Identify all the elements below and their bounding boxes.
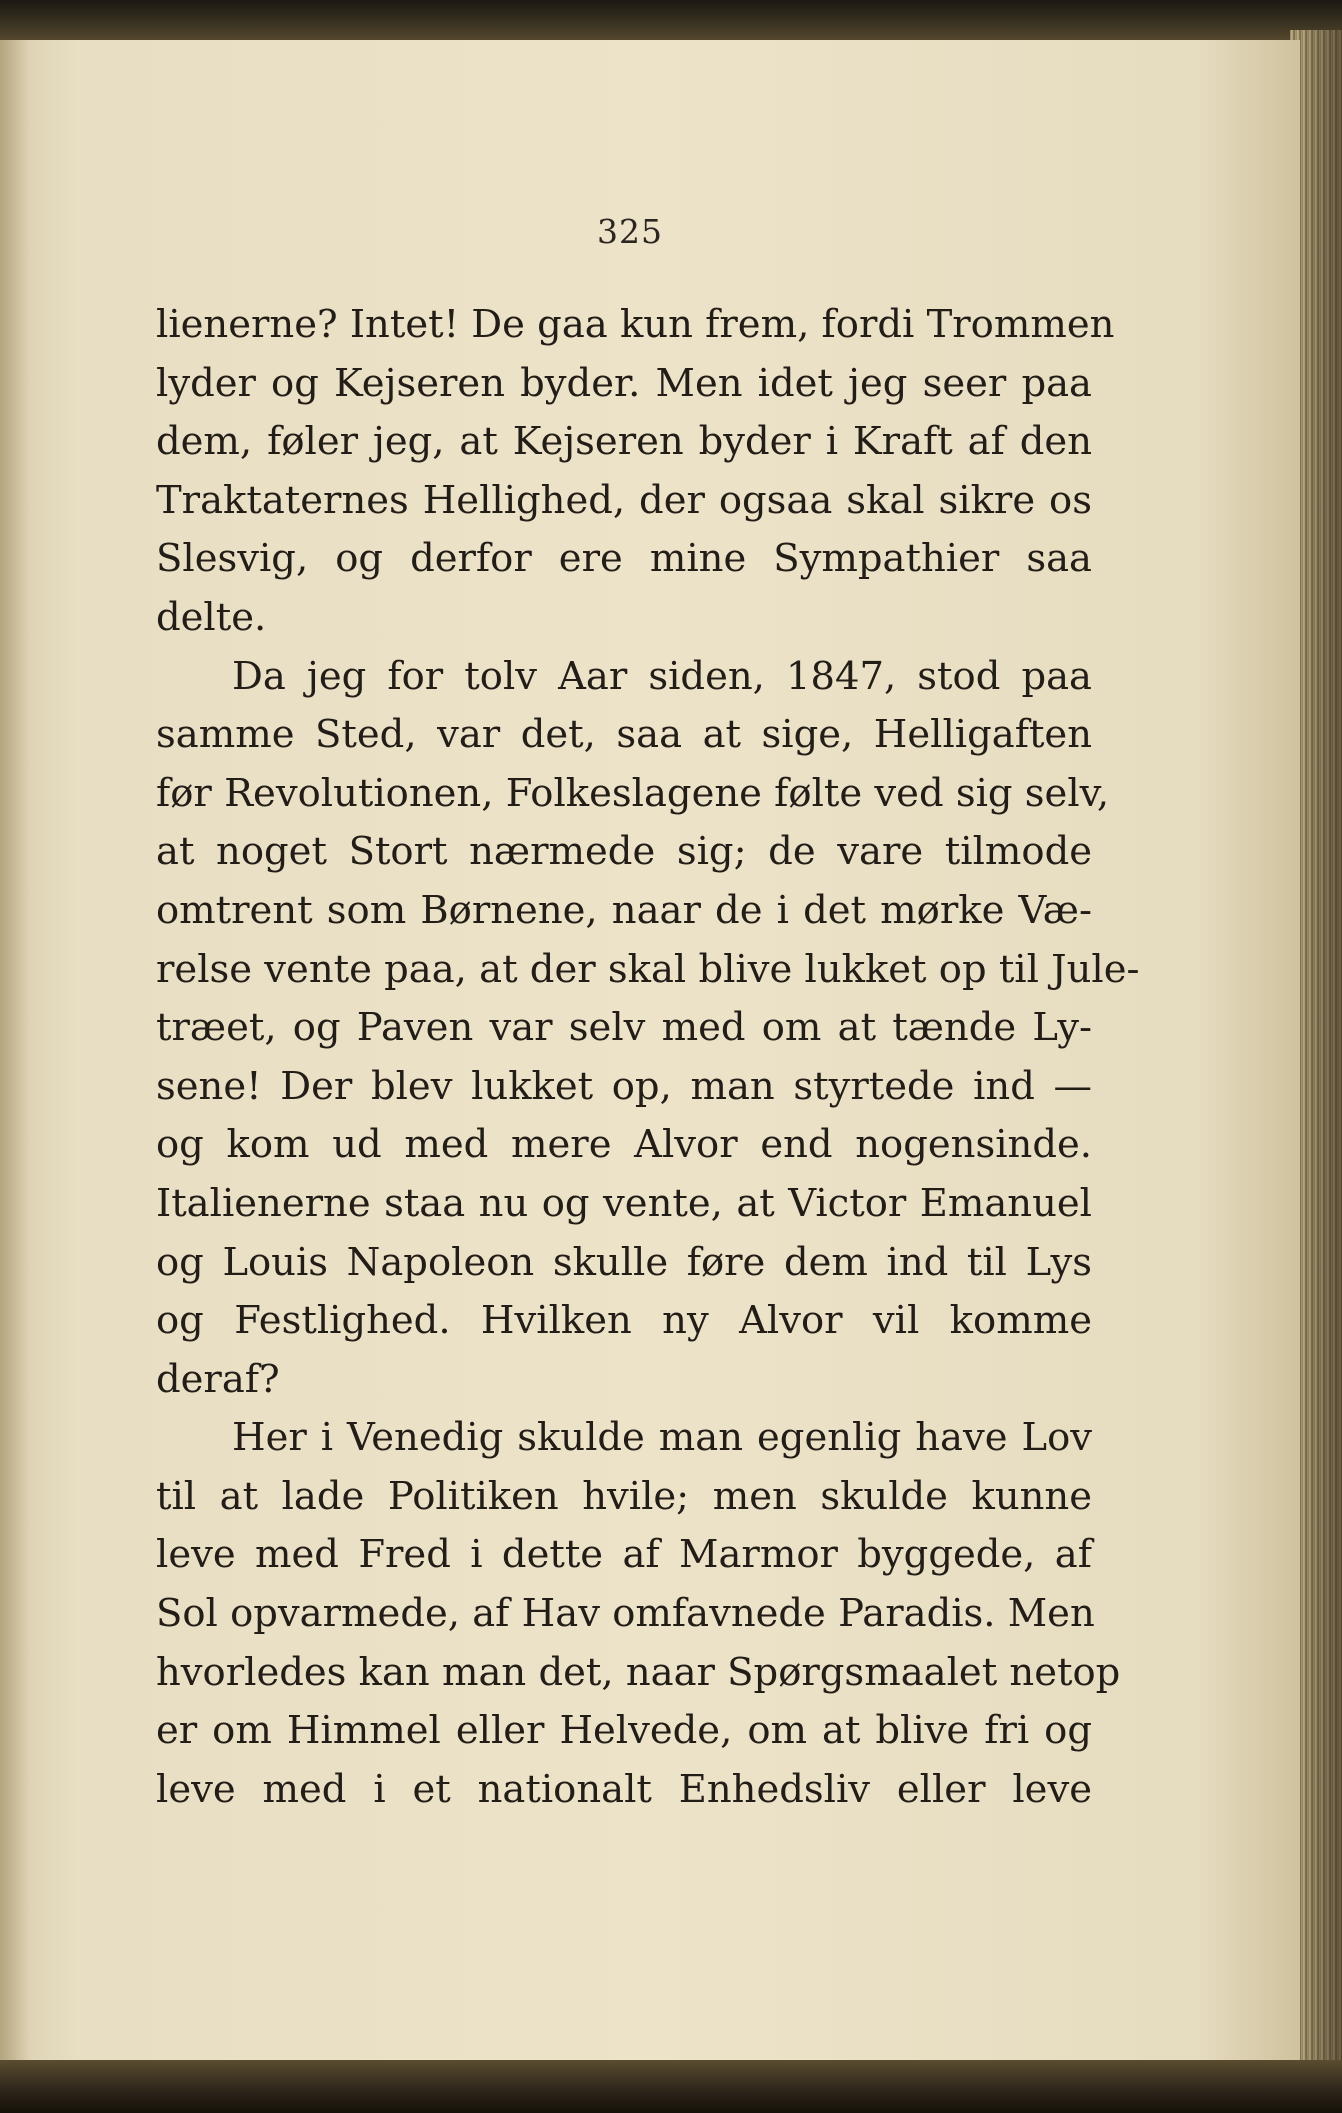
text-line: deraf? [156, 1356, 280, 1402]
page-number: 325 [597, 212, 663, 251]
text-line: og Festlighed. Hvilken ny Alvor vil komme [156, 1298, 1092, 1344]
body-text [156, 296, 1140, 1819]
text-line: relse vente paa, at der skal blive lukket op til Jule- [156, 946, 1140, 992]
book-bottom-edge [0, 2060, 1342, 2113]
text-line: leve med i et nationalt Enhedsliv eller leve [156, 1766, 1092, 1812]
text-line: at noget Stort nærmede sig; de vare tilmode [156, 829, 1092, 875]
text-line: til at lade Politiken hvile; men skulde kunne [156, 1473, 1092, 1519]
text-line: Da jeg for tolv Aar siden, 1847, stod paa [232, 653, 1092, 699]
text-line: lyder og Kejseren byder. Men idet jeg seer paa [156, 360, 1092, 406]
text-line: Her i Venedig skulde man egenlig have Lov [232, 1415, 1092, 1461]
book-top-edge [0, 0, 1342, 44]
text-line: Traktaternes Hellighed, der ogsaa skal sikre os [156, 477, 1092, 523]
page-block-shadow [1300, 30, 1342, 2080]
text-line: samme Sted, var det, saa at sige, Helligaften [156, 712, 1092, 758]
text-line: Sol opvarmede, af Hav omfavnede Paradis. Men [156, 1591, 1095, 1637]
text-line: leve med Fred i dette af Marmor byggede, af [156, 1532, 1092, 1578]
text-line: sene! Der blev lukket op, man styrtede ind — [156, 1063, 1092, 1109]
text-line: dem, føler jeg, at Kejseren byder i Kraft af den [156, 419, 1092, 465]
text-line: delte. [156, 594, 267, 640]
text-line: og Louis Napoleon skulle føre dem ind til Lys [156, 1239, 1092, 1285]
text-line: lienerne? Intet! De gaa kun frem, fordi Trommen [156, 302, 1115, 347]
text-line: Slesvig, og derfor ere mine Sympathier saa [156, 536, 1092, 582]
text-line: omtrent som Børnene, naar de i det mørke Væ- [156, 887, 1092, 933]
text-line: træet, og Paven var selv med om at tænde Ly- [156, 1005, 1092, 1051]
text-line: er om Himmel eller Helvede, om at blive fri og [156, 1708, 1092, 1754]
text-line: Italienerne staa nu og vente, at Victor Emanuel [156, 1180, 1092, 1226]
text-line: og kom ud med mere Alvor end nogensinde. [156, 1122, 1092, 1168]
text-line: hvorledes kan man det, naar Spørgsmaalet netop [156, 1649, 1121, 1695]
page-gutter-shadow [0, 40, 30, 2080]
text-line: før Revolutionen, Folkeslagene følte ved sig selv, [156, 770, 1110, 816]
